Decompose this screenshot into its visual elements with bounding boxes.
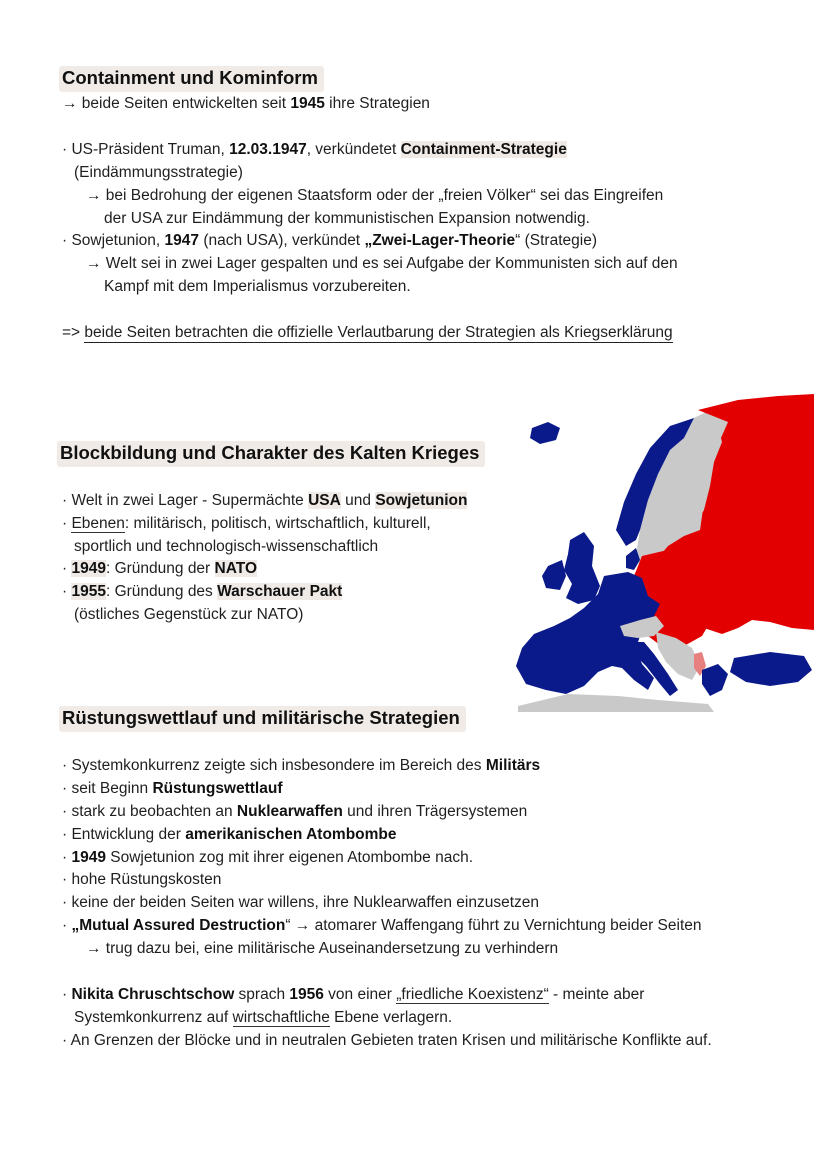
conclusion-line: => beide Seiten betrachten die offizielle Verlautbarung der Strategien als Kriegserklärung [62, 324, 673, 341]
block-bullet-4: · 1955: Gründung des Warschauer Pakt [62, 583, 343, 600]
map-ireland [542, 560, 566, 590]
arms-line-4: · Entwicklung der amerikanischen Atombombe [62, 826, 397, 843]
block-bullet-3: · 1949: Gründung der NATO [62, 560, 258, 577]
map-north-africa [518, 694, 714, 712]
truman-arrow-1: → bei Bedrohung der eigenen Staatsform oder der „freien Völker“ sei das Eingreifen [86, 187, 664, 204]
block-bullet-2-cont: sportlich und technologisch-wissenschaftlich [74, 538, 379, 555]
section-heading-blockbildung: Blockbildung und Charakter des Kalten Krieges [57, 441, 485, 467]
block-bullet-1: · Welt in zwei Lager - Supermächte USA und Sowjetunion [62, 492, 468, 509]
arms-line-8: · „Mutual Assured Destruction“ → atomarer Waffengang führt zu Vernichtung beider Seiten [62, 917, 702, 934]
truman-arrow-2: der USA zur Eindämmung der kommunistischen Expansion notwendig. [104, 210, 590, 227]
europe-cold-war-map [508, 390, 814, 712]
map-iceland [530, 422, 560, 444]
truman-sub: (Eindämmungsstrategie) [74, 164, 243, 181]
soviet-bullet: · Sowjetunion, 1947 (nach USA), verkündet „Zwei-Lager-Theorie“ (Strategie) [62, 232, 597, 249]
map-turkey [730, 652, 812, 686]
block-bullet-2: · Ebenen: militärisch, politisch, wirtschaftlich, kulturell, [62, 515, 431, 532]
truman-bullet: · US-Präsident Truman, 12.03.1947, verkündetet Containment-Strategie [62, 141, 567, 158]
arms-line-2: · seit Beginn Rüstungswettlauf [62, 780, 283, 797]
map-uk [564, 532, 600, 604]
arms-line-5: · 1949 Sowjetunion zog mit ihrer eigenen Atombombe nach. [62, 849, 474, 866]
khrushchev-line-1: · Nikita Chruschtschow sprach 1956 von einer „friedliche Koexistenz“ - meinte aber [62, 986, 645, 1003]
crisis-line: · An Grenzen der Blöcke und in neutralen Gebieten traten Krisen und militärische Konflikte auf. [62, 1032, 712, 1049]
arms-line-6: · hohe Rüstungskosten [62, 871, 222, 888]
arms-line-3: · stark zu beobachten an Nuklearwaffen und ihren Trägersystemen [62, 803, 528, 820]
soviet-arrow-2: Kampf mit dem Imperialismus vorzubereiten. [104, 278, 411, 295]
arms-line-8-arrow: → trug dazu bei, eine militärische Auseinandersetzung zu verhindern [86, 940, 559, 957]
map-greece [702, 664, 728, 696]
block-bullet-4-cont: (östliches Gegenstück zur NATO) [74, 606, 304, 623]
khrushchev-line-2: Systemkonkurrenz auf wirtschaftliche Ebene verlagern. [74, 1009, 453, 1026]
arms-line-7: · keine der beiden Seiten war willens, ihre Nuklearwaffen einzusetzen [62, 894, 540, 911]
soviet-arrow-1: → Welt sei in zwei Lager gespalten und es sei Aufgabe der Kommunisten sich auf den [86, 255, 678, 272]
intro-line: → beide Seiten entwickelten seit 1945 ihre Strategien [62, 95, 430, 112]
section-heading-containment: Containment und Kominform [59, 66, 324, 92]
arms-line-1: · Systemkonkurrenz zeigte sich insbesondere im Bereich des Militärs [62, 757, 541, 774]
section-heading-ruestung: Rüstungswettlauf und militärische Strategien [59, 706, 466, 732]
